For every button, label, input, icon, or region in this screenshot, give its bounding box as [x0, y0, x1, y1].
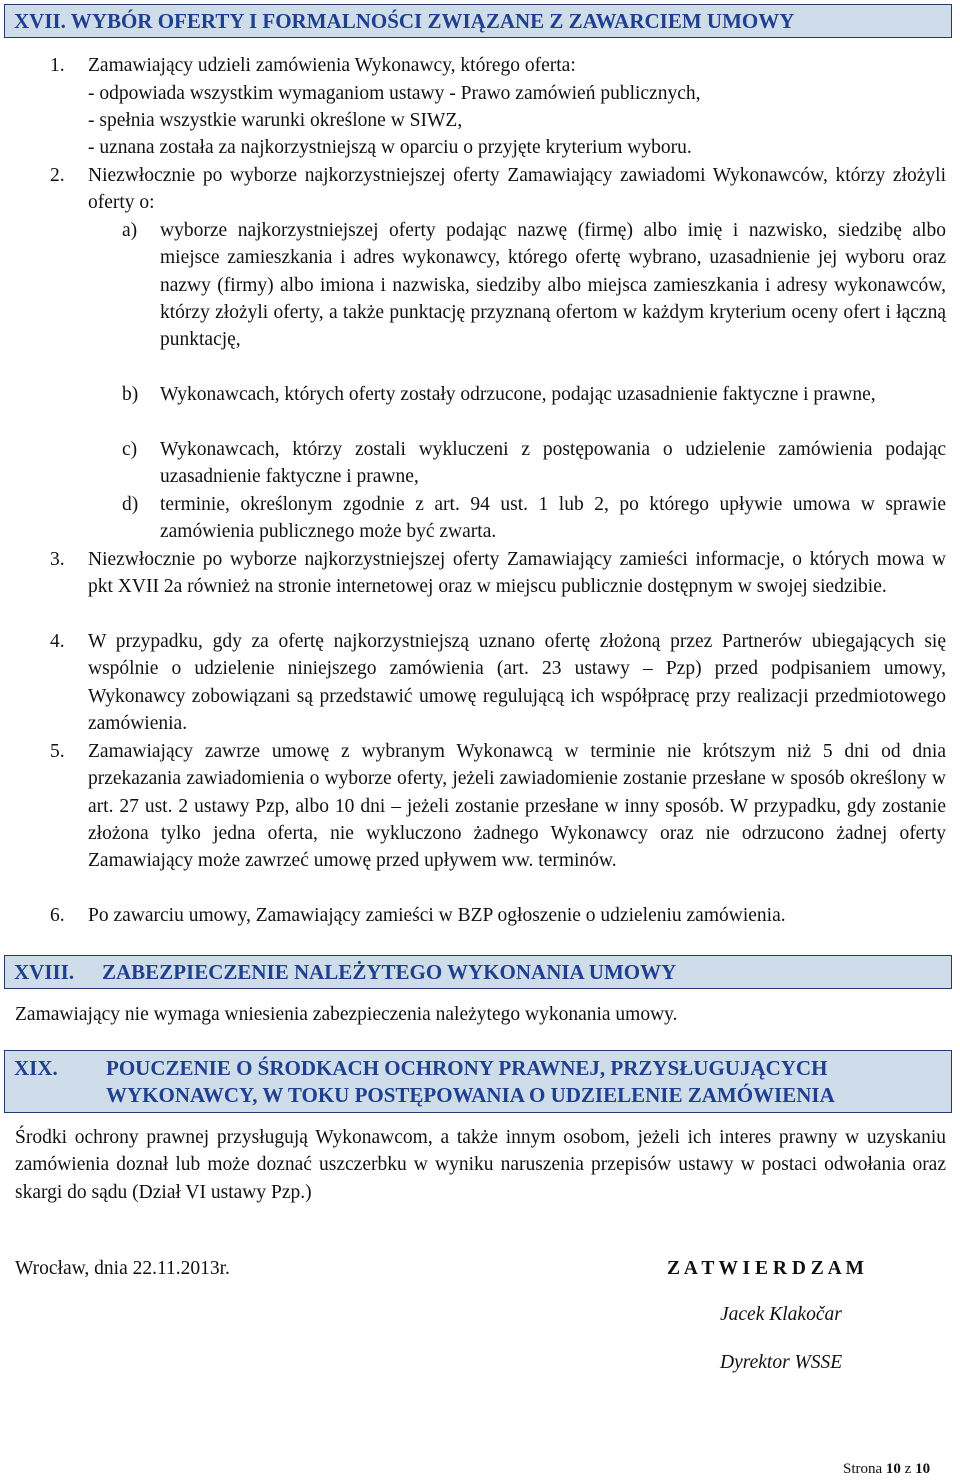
point-6-number: 6.: [50, 905, 65, 926]
section-xix-title-line-2: WYKONAWCY, W TOKU POSTĘPOWANIA O UDZIELENIE ZAMÓWIENIA: [106, 1083, 835, 1107]
approval-label: Z A T W I E R D Z A M: [667, 1258, 864, 1279]
page-current: 10: [885, 1461, 901, 1477]
point-2-text: Niezwłocznie po wyborze najkorzystniejszej oferty Zamawiający zawiadomi Wykonawców, którzy złożyli oferty o:: [88, 165, 946, 214]
point-3-number: 3.: [50, 549, 65, 570]
section-xviii-title: ZABEZPIECZENIE NALEŻYTEGO WYKONANIA UMOWY: [102, 960, 677, 984]
section-xviii-number: XVIII.: [14, 960, 75, 984]
point-2c-label: c): [122, 439, 138, 460]
section-xvii-heading: [4, 4, 952, 38]
point-2b-label: b): [122, 384, 139, 405]
point-2d-label: d): [122, 494, 139, 515]
page-total: 10: [915, 1461, 931, 1477]
section-xix-title-line-1: POUCZENIE O ŚRODKACH OCHRONY PRAWNEJ, PRZYSŁUGUJĄCYCH: [106, 1056, 828, 1080]
point-2-number: 2.: [50, 165, 65, 186]
point-2d-text: terminie, określonym zgodnie z art. 94 ust. 1 lub 2, po którego upływie umowa w sprawie zamówienia publicznego może być zwarta.: [160, 494, 946, 543]
section-xix-number: XIX.: [14, 1056, 58, 1080]
section-xix-text: Środki ochrony prawnej przysługują Wykonawcom, a także innym osobom, jeżeli ich interes prawny w uzyskaniu zamówienia doznał lub może doznać uszczerbku w wyniku naruszenia przepisów ustawy w postaci odwołania oraz skargi do sądu (Dział VI ustawy Pzp.): [15, 1127, 946, 1203]
point-1-line-3: - uznana została za najkorzystniejszą w oparciu o przyjęte kryterium wyboru.: [88, 137, 692, 158]
point-2b-text: Wykonawcach, których oferty zostały odrzucone, podając uzasadnienie faktyczne i prawne,: [160, 384, 876, 405]
place-and-date: Wrocław, dnia 22.11.2013r.: [15, 1258, 230, 1279]
point-2a-label: a): [122, 220, 138, 241]
point-2a-text: wyborze najkorzystniejszej oferty podając nazwę (firmę) albo imię i nazwisko, siedzibę albo miejsce zamieszkania i adres wykonawcy, którego ofertę wybrano, uzasadnienie jej wyboru oraz nazwy (firmy) albo imiona i nazwiska, siedziby albo miejsca zamieszkania i adresy wykonawców, którzy złożyli oferty, a także punktację przyznaną ofertom w każdym kryterium oceny ofert i łączną punktację,: [160, 220, 946, 351]
signer-name: Jacek Klakočar: [720, 1304, 842, 1325]
signer-title: Dyrektor WSSE: [720, 1352, 843, 1373]
point-1-line-2: - spełnia wszystkie warunki określone w SIWZ,: [88, 110, 463, 131]
section-xviii-heading: [4, 955, 952, 989]
point-5-text: Zamawiający zawrze umowę z wybranym Wykonawcą w terminie nie krótszym niż 5 dni od dnia przekazania zawiadomienia o wyborze oferty, jeżeli zawiadomienie zostanie przesłane w sposób określony w art. 27 ust. 2 ustawy Pzp, albo 10 dni – jeżeli zostanie przesłane w inny sposób. W przypadku, gdy zostanie złożona tylko jedna oferta, nie wykluczono żadnego Wykonawcy oraz nie odrzucono żadnej oferty Zamawiający może zawrzeć umowę przed upływem ww. terminów.: [88, 741, 946, 872]
point-3-text: Niezwłocznie po wyborze najkorzystniejszej oferty Zamawiający zamieści informacje, o których mowa w pkt XVII 2a również na stronie internetowej oraz w miejscu publicznie dostępnym w swojej siedzibie.: [88, 549, 946, 598]
point-4-number: 4.: [50, 631, 65, 652]
point-1-lead: Zamawiający udzieli zamówienia Wykonawcy, którego oferta:: [88, 55, 576, 76]
page-separator: z: [904, 1461, 912, 1477]
point-4-text: W przypadku, gdy za ofertę najkorzystniejszą uznano ofertę złożoną przez Partnerów ubiegających się wspólnie o udzielenie niniejszego zamówienia (art. 23 ustawy – Pzp) przed podpisaniem umowy, Wykonawcy zobowiązani są przedstawić umowę regulującą ich współpracę przy realizacji przedmiotowego zamówienia.: [88, 631, 946, 734]
page-number: [843, 1460, 930, 1478]
point-2c-text: Wykonawcach, którzy zostali wykluczeni z postępowania o udzielenie zamówienia podając uzasadnienie faktyczne i prawne,: [160, 439, 946, 488]
page-prefix: Strona: [843, 1461, 883, 1477]
section-xix-heading: [4, 1050, 952, 1113]
section-xvii-title: XVII. WYBÓR OFERTY I FORMALNOŚCI ZWIĄZANE Z ZAWARCIEM UMOWY: [14, 9, 795, 33]
section-xviii-text: Zamawiający nie wymaga wniesienia zabezpieczenia należytego wykonania umowy.: [15, 1004, 678, 1025]
point-1-number: 1.: [50, 55, 65, 76]
point-6-text: Po zawarciu umowy, Zamawiający zamieści w BZP ogłoszenie o udzieleniu zamówienia.: [88, 905, 786, 926]
point-1-line-1: - odpowiada wszystkim wymaganiom ustawy - Prawo zamówień publicznych,: [88, 83, 701, 104]
point-5-number: 5.: [50, 741, 65, 762]
